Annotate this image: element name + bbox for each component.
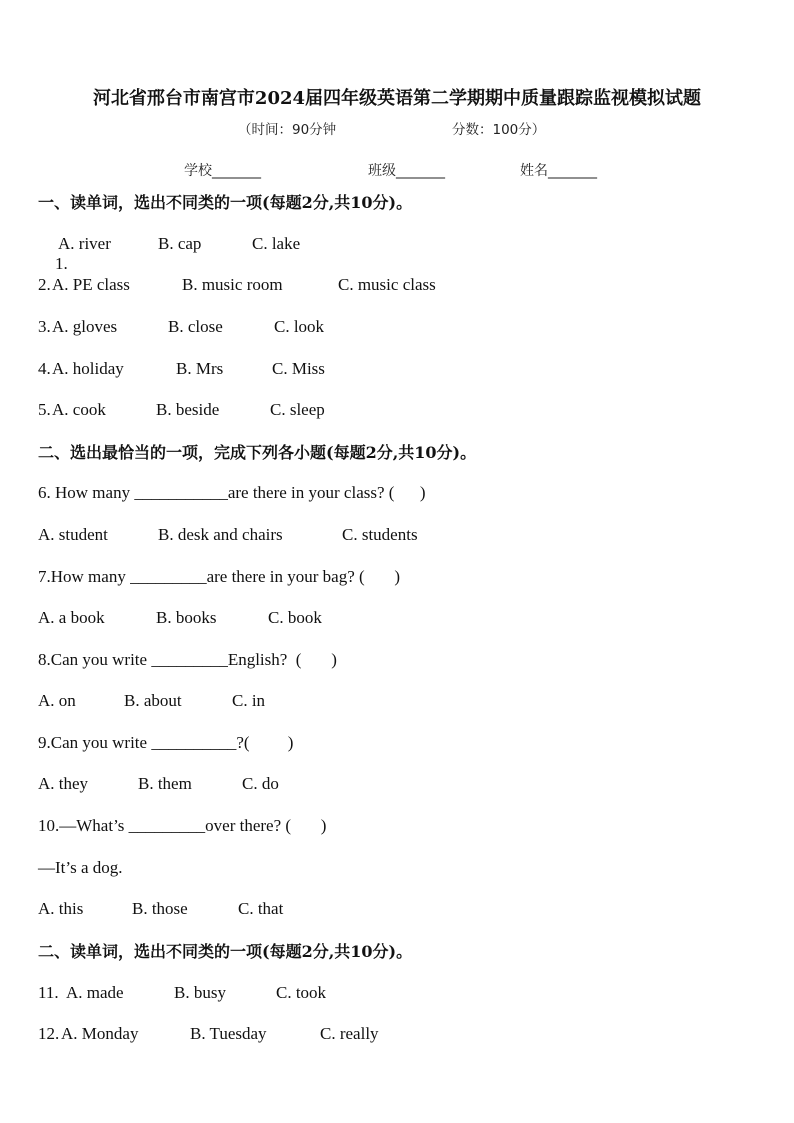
question-number: 12. — [38, 1024, 60, 1043]
exam-time: （时间：90分钟 — [238, 122, 337, 138]
section-heading: 二、读单词，选出不同类的一项(每题2分,共10分)。 — [38, 942, 413, 961]
option: C. look — [274, 317, 325, 336]
question-stem: 10.—What’s _________over there? ( ) — [38, 816, 327, 835]
option: A. student — [38, 525, 108, 544]
question-number: 5. — [38, 400, 51, 419]
option: A. they — [38, 774, 89, 793]
name-field: 姓名_______ — [520, 163, 597, 179]
option: C. Miss — [272, 359, 325, 378]
question-stem: 7.How many _________are there in your bag? ( ) — [38, 567, 401, 586]
option: B. close — [168, 317, 223, 336]
option: B. desk and chairs — [158, 525, 283, 544]
option: A. holiday — [52, 359, 124, 378]
option: B. music room — [182, 275, 283, 294]
option: C. in — [232, 691, 266, 710]
page-title: 河北省邢台市南宫市2024届四年级英语第二学期期中质量跟踪监视模拟试题 — [92, 88, 702, 109]
question-number: 1. — [55, 254, 72, 273]
question-number: 2. — [38, 275, 51, 294]
option: B. busy — [174, 983, 226, 1002]
question-stem: 9.Can you write __________?( ) — [38, 733, 294, 752]
question-stem: 6. How many ___________are there in your class? ( ) — [38, 483, 426, 502]
option: C. that — [238, 899, 284, 918]
question-number: 4. — [38, 359, 51, 378]
question-reply: —It’s a dog. — [38, 858, 123, 877]
option: A. cook — [52, 400, 106, 419]
option: B. beside — [156, 400, 220, 419]
question-stem: 8.Can you write _________English? ( ) — [38, 650, 337, 669]
option: C. took — [276, 983, 327, 1002]
class-field: 班级_______ — [368, 163, 445, 179]
option: A. on — [38, 691, 76, 710]
option: B. cap — [158, 234, 202, 253]
option: C. music class — [338, 275, 436, 294]
option: A. made — [66, 983, 124, 1002]
option: B. Mrs — [176, 359, 224, 378]
section-heading: 一、读单词，选出不同类的一项(每题2分,共10分)。 — [38, 193, 413, 212]
option: C. really — [320, 1024, 379, 1043]
school-field: 学校_______ — [184, 163, 261, 179]
option: A. a book — [38, 608, 105, 627]
option: A. gloves — [52, 317, 118, 336]
option: A. Monday — [61, 1024, 139, 1043]
option: C. students — [342, 525, 418, 544]
option: C. sleep — [270, 400, 325, 419]
option: C. do — [242, 774, 279, 793]
option: A. river — [58, 234, 111, 253]
exam-score: 分数：100分） — [452, 122, 546, 138]
option: B. those — [132, 899, 188, 918]
option: C. lake — [252, 234, 301, 253]
section-heading: 二、选出最恰当的一项，完成下列各小题(每题2分,共10分)。 — [38, 443, 477, 462]
option: A. this — [38, 899, 84, 918]
option: B. Tuesday — [190, 1024, 267, 1043]
option: C. book — [268, 608, 322, 627]
option: A. PE class — [52, 275, 130, 294]
option: B. them — [138, 774, 192, 793]
option: B. about — [124, 691, 182, 710]
option: B. books — [156, 608, 217, 627]
question-number: 11. — [38, 983, 63, 1002]
question-number: 3. — [38, 317, 51, 336]
